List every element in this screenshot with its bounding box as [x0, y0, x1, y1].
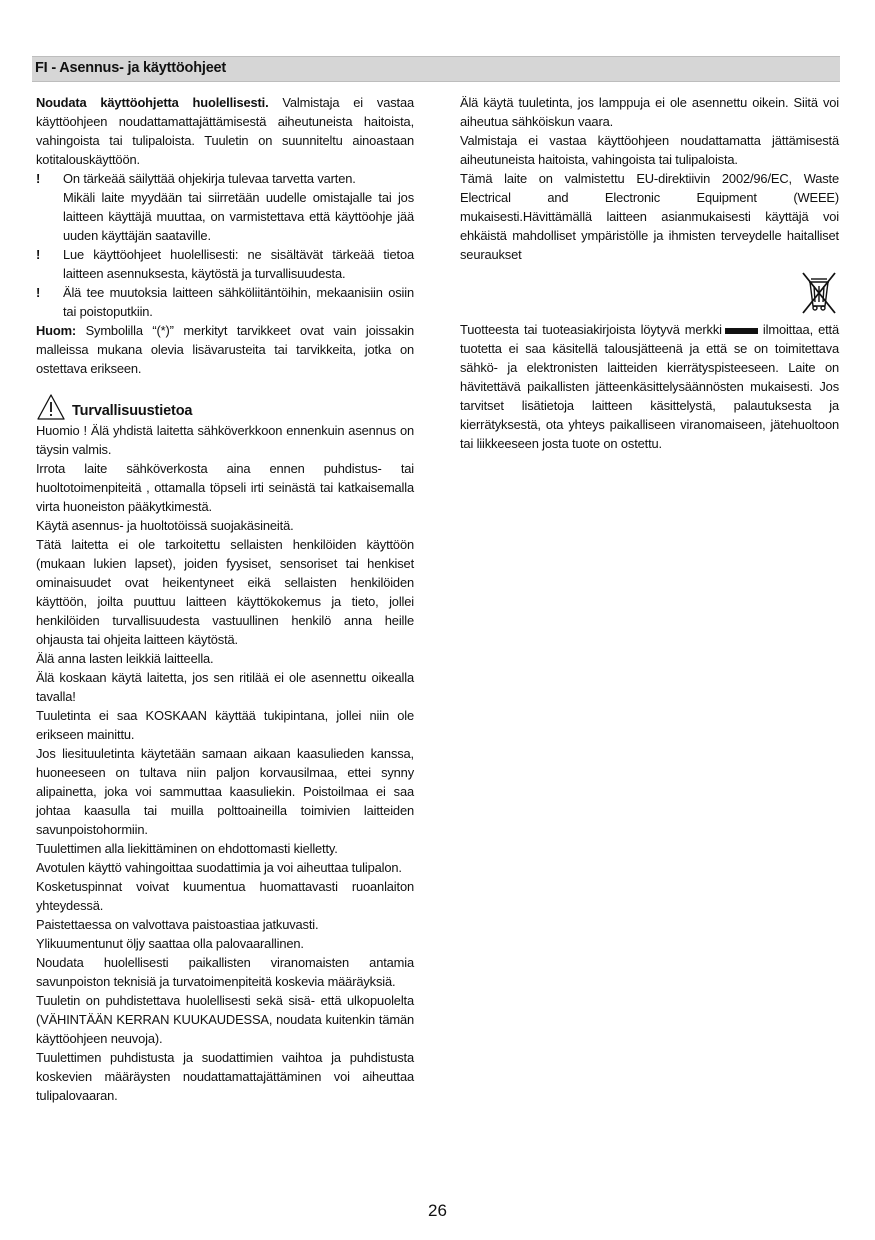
note-paragraph: [36, 321, 414, 378]
safety-paragraph: Noudata huolellisesti paikallisten viranomaisten antamia savunpoiston teknisiä ja turvatoimenpiteitä koskevia määräyksiä.: [36, 955, 414, 989]
bullet-continuation: Mikäli laite myydään tai siirretään uudelle omistajalle tai jos laitteen käyttäjä muuttaa, on varmistettava että käyttöohje jää uuden käyttäjän saataville.: [63, 190, 414, 243]
section-title: FI - Asennus- ja käyttöohjeet: [35, 60, 227, 76]
safety-paragraph: Ylikuumentunut öljy saattaa olla palovaarallinen.: [36, 936, 304, 951]
safety-paragraph: Tätä laitetta ei ole tarkoitettu sellaisten henkilöiden käyttöön (mukaan lukien lapset), joiden fyysiset, sensoriset tai henkiset ominaisuudet ovat heikentyneet eikä sellaisten henkilöiden käyttöön, joilta puuttuu laitteen käyttökokemus ja tieto, jollei henkilöiden turvallisuudesta vastuullinen henkilö anna heille ohjausta tai ohjeita laitteen käytöstä.: [36, 537, 414, 647]
bullet-text: Lue käyttöohjeet huolellisesti: ne sisältävät tärkeää tietoa laitteen asennuksesta, käytöstä ja turvallisuudesta.: [63, 247, 414, 281]
safety-list: [36, 421, 414, 1105]
exclamation-icon: !: [36, 247, 41, 262]
page-number: 26: [428, 1201, 447, 1220]
intro-paragraph: [36, 93, 414, 169]
bullet-text: Älä tee muutoksia laitteen sähköliitäntöihin, mekaanisiin osiin tai poistoputkiin.: [63, 285, 414, 319]
safety-paragraph: Tuulettimen puhdistusta ja suodattimien vaihtoa ja puhdistusta koskevien määräysten noudattamattajättäminen voi aiheuttaa tulipalovaaran.: [36, 1050, 414, 1103]
crossed-out-bin-icon: [799, 270, 839, 316]
bullet-item: [36, 169, 414, 188]
intro-bold: Noudata käyttöohjetta huolellisesti.: [36, 95, 269, 110]
safety-paragraph: Älä anna lasten leikkiä laitteella.: [36, 651, 214, 666]
weee-symbol-area: [460, 270, 839, 318]
exclamation-icon: !: [36, 171, 41, 186]
safety-paragraph: Avotulen käyttö vahingoittaa suodattimia ja voi aiheuttaa tulipalon.: [36, 860, 402, 875]
safety-paragraph: Kosketuspinnat voivat kuumentua huomattavasti ruoanlaiton yhteydessä.: [36, 879, 414, 913]
right-column: [460, 93, 839, 453]
safety-paragraph: Tuuletin on puhdistettava huolellisesti sekä sisä- että ulkopuolelta (VÄHINTÄÄN KERRAN KUUKAUDESSA, noudata kuitenkin tämän käyttöohjeen neuvoja).: [36, 993, 414, 1046]
safety-paragraph: Irrota laite sähköverkosta aina ennen puhdistus- tai huoltotoimenpiteitä , ottamalla töpseli irti seinästä tai katkaisemalla virta huoneiston pääkytkimestä.: [36, 461, 414, 514]
safety-title: Turvallisuustietoa: [72, 403, 193, 419]
safety-heading: [36, 387, 414, 421]
bullet-text: On tärkeää säilyttää ohjekirja tulevaa tarvetta varten.: [63, 171, 356, 186]
left-column: [36, 93, 414, 1105]
safety-paragraph: Tuuletinta ei saa KOSKAAN käyttää tukipintana, jollei niin ole erikseen mainittu.: [36, 708, 414, 742]
right-paragraph: Älä käytä tuuletinta, jos lamppuja ei ole asennettu oikein. Siitä voi aiheutua sähköiskun vaara.: [460, 95, 839, 129]
note-label: Huom:: [36, 323, 77, 338]
safety-paragraph: Jos liesituuletinta käytetään samaan aikaan kaasulieden kanssa, huoneeseen on tultava niin paljon korvausilmaa, ettei synny alipainetta, joka voi sammuttaa kaasuliekin. Poistoilmaa ei saa johtaa kaasulla tai muilla polttoaineilla toimivien laitteiden savunpoistohormiin.: [36, 746, 414, 837]
exclamation-icon: !: [36, 285, 41, 300]
safety-paragraph: Huomio ! Älä yhdistä laitetta sähköverkkoon ennenkuin asennus on täysin valmis.: [36, 423, 414, 457]
intro-rest: Valmistaja ei vastaa käyttöohjeen noudattamattajättämisestä aiheutuneista haitoista, vahingoista tai tulipaloista. Tuuletin on suunniteltu ainoastaan kotitalouskäyttöön.: [36, 95, 414, 167]
section-header-bar: [32, 56, 840, 82]
safety-paragraph: Älä koskaan käytä laitetta, jos sen ritilää ei ole asennettu oikealla tavalla!: [36, 670, 414, 704]
safety-paragraph: Tuulettimen alla liekittäminen on ehdottomasti kielletty.: [36, 841, 338, 856]
safety-paragraph: Käytä asennus- ja huoltotöissä suojakäsineitä.: [36, 518, 294, 533]
bullet-item: [36, 283, 414, 321]
right-paragraph: Valmistaja ei vastaa käyttöohjeen noudattamatta jättämisestä aiheutuneista haitoista, vahingoista tai tulipaloista.: [460, 133, 839, 167]
warning-triangle-icon: [36, 393, 66, 421]
weee-text-end: ilmoittaa, että tuotetta ei saa käsitellä talousjätteenä ja että se on toimitettava sähkö- ja elektronisten laitteiden kierrätyspisteeseen. Laite on hävitettävä paikallisten jätteenkäsittelysäännösten mukaisesti. Jos tarvitset lisätietoja laitteen käsittelystä, palautuksesta ja kierrätyksestä, ota yhteys paikalliseen viranomaiseen, jätehuoltoon tai liikkeeseen josta tuote on ostettu.: [460, 322, 839, 451]
right-paragraph: Tämä laite on valmistettu EU-direktiivin 2002/96/EC, Waste Electrical and Electronic Equipment (WEEE) mukaisesti.Hävittämällä laitteen asianmukaisesti käyttäjä voi ehkäistä mahdolliset ympäristölle ja ihmisten terveydelle haitalliset seuraukset: [460, 171, 839, 262]
weee-bar-icon: [725, 328, 758, 334]
weee-paragraph: [460, 320, 839, 453]
bullet-item: [36, 245, 414, 283]
weee-text-start: Tuotteesta tai tuoteasiakirjoista löytyvä merkki: [460, 322, 722, 337]
safety-paragraph: Paistettaessa on valvottava paistoastiaa jatkuvasti.: [36, 917, 319, 932]
note-text: Symbolilla “(*)” merkityt tarvikkeet ovat vain joissakin malleissa mukana olevia lisävarusteita tai tarvikkeita, jotka on ostettava erikseen.: [36, 323, 414, 376]
